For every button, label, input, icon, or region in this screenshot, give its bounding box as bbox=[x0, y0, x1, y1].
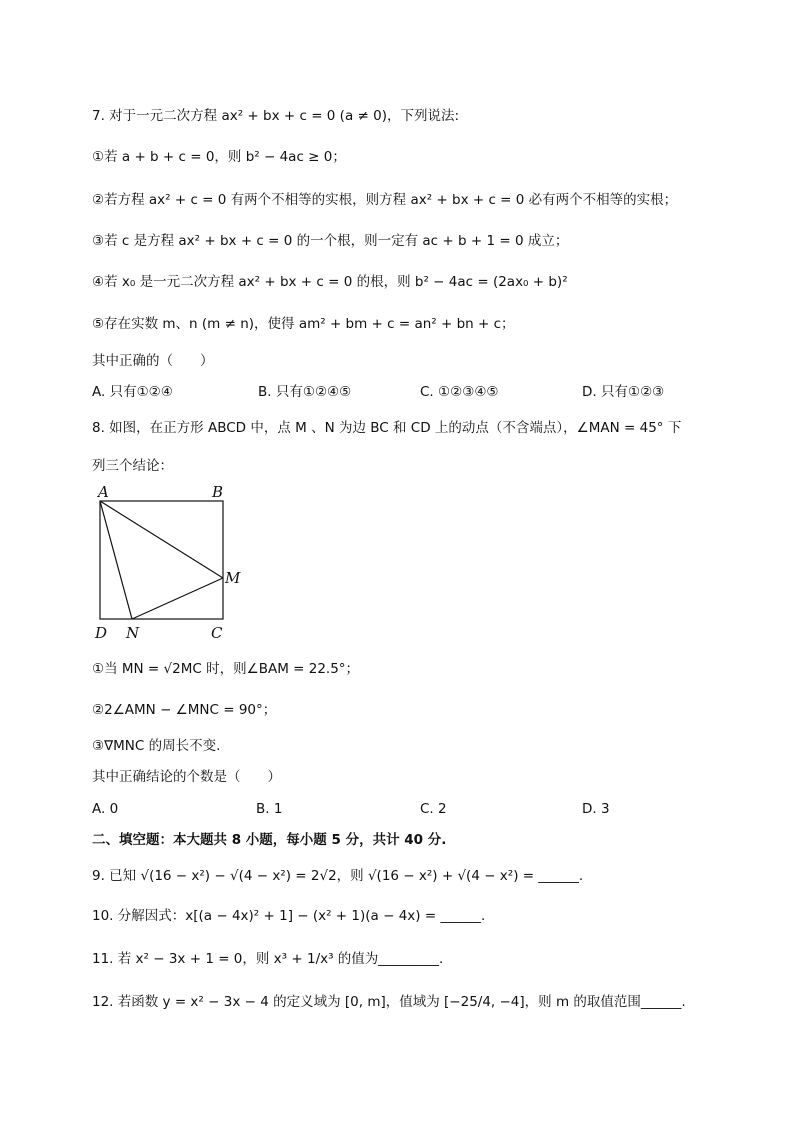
q7-option-a: A. 只有①②④ bbox=[92, 384, 173, 400]
q8-option-b: B. 1 bbox=[256, 801, 283, 817]
square-figure bbox=[90, 482, 250, 644]
q7-statement-1: ①若 a + b + c = 0，则 b² − 4ac ≥ 0； bbox=[92, 149, 346, 165]
q8-option-d: D. 3 bbox=[582, 801, 610, 817]
q10: 10. 分解因式：x[(a − 4x)² + 1] − (x² + 1)(a − 4x) = ______. bbox=[92, 908, 486, 924]
q11: 11. 若 x² − 3x + 1 = 0，则 x³ + 1/x³ 的值为_________. bbox=[92, 951, 444, 967]
segment-am bbox=[100, 501, 223, 578]
q7-stem: 7. 对于一元二次方程 ax² + bx + c = 0 (a ≠ 0)，下列说法: bbox=[92, 108, 460, 124]
q7-option-b: B. 只有①②④⑤ bbox=[258, 384, 352, 400]
label-m: M bbox=[225, 569, 241, 587]
q8-option-c: C. 2 bbox=[420, 801, 447, 817]
label-d: D bbox=[95, 624, 108, 642]
q8-statement-1: ①当 MN = √2MC 时，则∠BAM = 22.5°； bbox=[92, 661, 360, 677]
q8-question: 其中正确结论的个数是（ ） bbox=[92, 769, 281, 785]
label-b: B bbox=[212, 483, 224, 501]
q7-statement-5: ⑤存在实数 m、n (m ≠ n)，使得 am² + bm + c = an² + bn + c； bbox=[92, 316, 515, 332]
q8-statement-2: ②2∠AMN − ∠MNC = 90°； bbox=[92, 702, 277, 718]
q7-option-d: D. 只有①②③ bbox=[582, 384, 665, 400]
q7-option-c: C. ①②③④⑤ bbox=[420, 384, 499, 400]
q9: 9. 已知 √(16 − x²) − √(4 − x²) = 2√2，则 √(16 − x²) + √(4 − x²) = ______. bbox=[92, 868, 584, 884]
q7-statement-2: ②若方程 ax² + c = 0 有两个不相等的实根，则方程 ax² + bx + c = 0 必有两个不相等的实根； bbox=[92, 192, 678, 208]
q7-question: 其中正确的（ ） bbox=[92, 353, 214, 369]
section-heading: 二、填空题：本大题共 8 小题，每小题 5 分，共计 40 分. bbox=[92, 832, 447, 848]
label-c: C bbox=[211, 624, 223, 642]
q8-option-a: A. 0 bbox=[92, 801, 119, 817]
q12: 12. 若函数 y = x² − 3x − 4 的定义域为 [0, m]，值域为 [−25/4, −4]，则 m 的取值范围______. bbox=[92, 994, 686, 1010]
label-n: N bbox=[126, 624, 140, 642]
q7-statement-4: ④若 x₀ 是一元二次方程 ax² + bx + c = 0 的根，则 b² − 4ac = (2ax₀ + b)² bbox=[92, 274, 568, 290]
q7-statement-3: ③若 c 是方程 ax² + bx + c = 0 的一个根，则一定有 ac + b + 1 = 0 成立； bbox=[92, 233, 569, 249]
label-a: A bbox=[98, 483, 109, 501]
q8-stem-cont: 列三个结论： bbox=[92, 458, 173, 474]
segment-mn bbox=[132, 578, 223, 619]
q8-stem: 8. 如图，在正方形 ABCD 中，点 M 、N 为边 BC 和 CD 上的动点（不含端点），∠MAN = 45° 下 bbox=[92, 420, 682, 436]
square-abcd bbox=[100, 501, 223, 619]
q8-statement-3: ③∇MNC 的周长不变. bbox=[92, 738, 221, 754]
